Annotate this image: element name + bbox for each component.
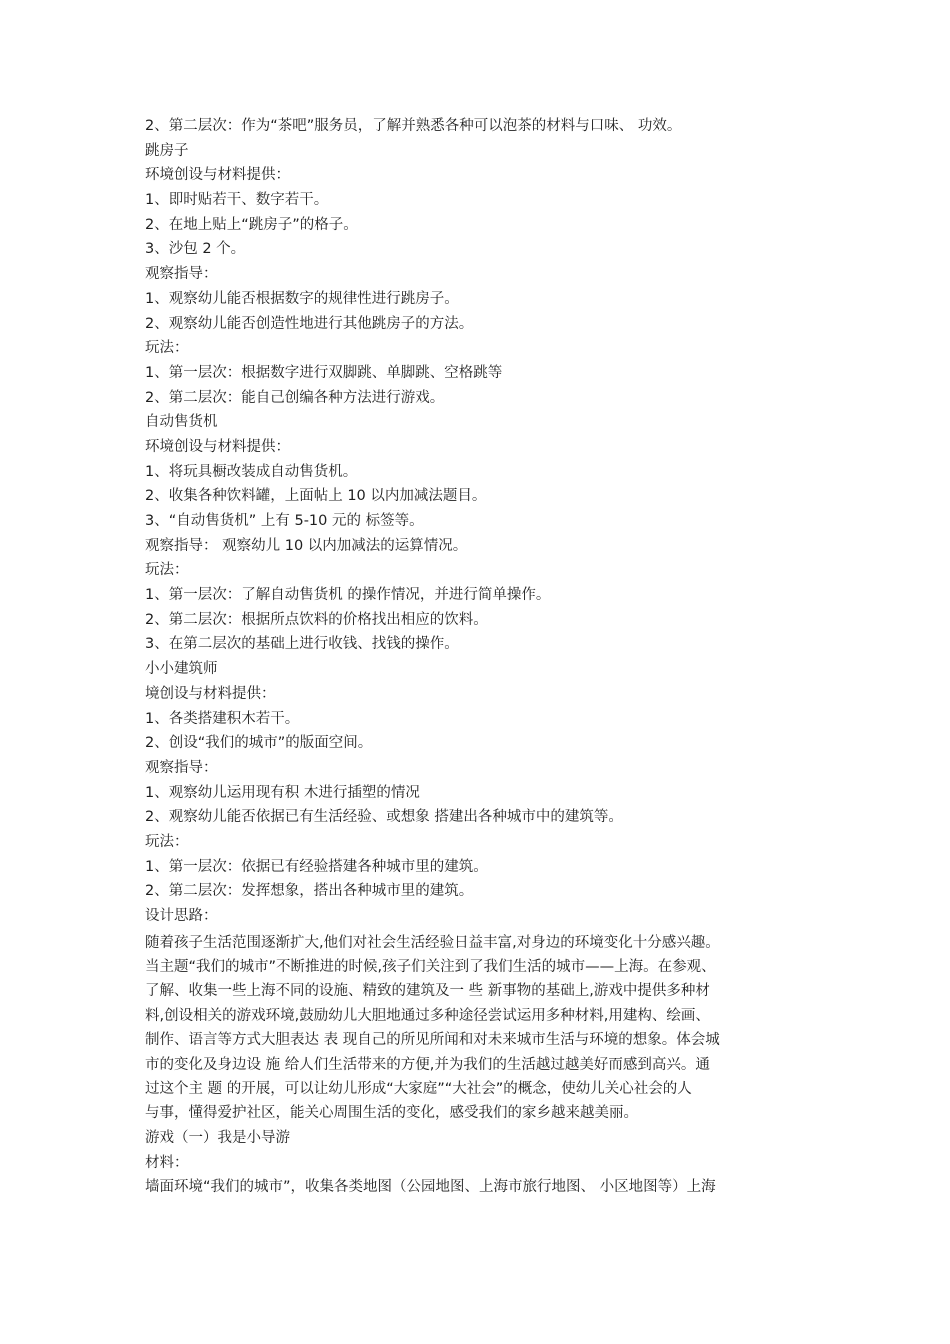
text-line: 2、创设“我们的城市”的版面空间。 (145, 735, 373, 752)
paragraph-line: 制作、语言等方式大胆表达 表 现自己的所见所闻和对未来城市生活与环境的想象。体会城 (145, 1032, 720, 1049)
document-body (145, 114, 815, 1200)
text-line: 1、第一层次：了解自动售货机 的操作情况，并进行简单操作。 (145, 587, 551, 604)
text-line: 1、各类搭建积木若干。 (145, 710, 300, 727)
text-line: 设计思路： (145, 908, 218, 924)
text-line: 2、在地上贴上“跳房子”的格子。 (145, 216, 358, 233)
text-line: 观察指导： (145, 266, 218, 283)
paragraph-line: 料,创设相关的游戏环境,鼓励幼儿大胆地通过多种途径尝试运用多种材料,用建构、绘画、 (145, 1007, 710, 1024)
text-line: 3、“自动售货机” 上有 5-10 元的 标签等。 (145, 513, 424, 529)
paragraph-line: 随着孩子生活范围逐渐扩大,他们对社会生活经验日益丰富,对身边的环境变化十分感兴趣。 (145, 934, 720, 951)
text-line: 观察指导： (145, 759, 218, 776)
paragraph-line: 过这个主 题 的开展，可以让幼儿形成“大家庭”“大社会”的概念，使幼儿关心社会的人 (145, 1081, 692, 1098)
paragraph-line: 当主题“我们的城市”不断推进的时候,孩子们关注到了我们生活的城市——上海。在参观、 (145, 959, 716, 976)
text-line: 1、观察幼儿能否根据数字的规律性进行跳房子。 (145, 290, 459, 307)
text-line: 玩法： (145, 562, 189, 579)
text-line: 境创设与材料提供： (145, 685, 276, 702)
section-heading: 小小建筑师 (145, 661, 218, 678)
text-line: 环境创设与材料提供： (145, 167, 290, 184)
text-line: 墙面环境“我们的城市”，收集各类地图（公园地图、上海市旅行地图、 小区地图等）上海 (145, 1179, 716, 1196)
document-lines (145, 114, 815, 929)
text-line: 2、观察幼儿能否依据已有生活经验、或想象 搭建出各种城市中的建筑等。 (145, 809, 623, 826)
text-line: 2、第二层次：根据所点饮料的价格找出相应的饮料。 (145, 611, 488, 628)
text-line: 2、第二层次：能自己创编各种方法进行游戏。 (145, 389, 445, 406)
text-line: 1、观察幼儿运用现有积 木进行插塑的情况 (145, 784, 420, 801)
section-heading: 跳房子 (145, 142, 189, 159)
text-line: 玩法： (145, 833, 189, 850)
text-line: 1、第一层次：根据数字进行双脚跳、单脚跳、空格跳等 (145, 364, 503, 381)
text-line: 玩法： (145, 340, 189, 357)
text-line: 材料： (145, 1154, 189, 1171)
paragraph-line: 与事，懂得爱护社区，能关心周围生活的变化，感受我们的家乡越来越美丽。 (145, 1105, 638, 1122)
text-line: 2、收集各种饮料罐，上面帖上 10 以内加减法题目。 (145, 488, 487, 505)
text-line: 2、第二层次：发挥想象，搭出各种城市里的建筑。 (145, 883, 474, 900)
design-rationale-paragraph (145, 931, 815, 1126)
section-heading: 游戏（一）我是小导游 (145, 1129, 290, 1146)
section-heading: 自动售货机 (145, 414, 218, 431)
text-line: 3、在第二层次的基础上进行收钱、找钱的操作。 (145, 636, 459, 653)
text-line: 1、即时贴若干、数字若干。 (145, 192, 329, 209)
text-line: 2、观察幼儿能否创造性地进行其他跳房子的方法。 (145, 315, 474, 332)
text-line: 1、将玩具橱改装成自动售货机。 (145, 463, 358, 480)
after-lines (145, 1126, 815, 1200)
text-line: 2、第二层次：作为“茶吧”服务员，了解并熟悉各种可以泡茶的材料与口味、 功效。 (145, 118, 682, 134)
text-line: 环境创设与材料提供： (145, 438, 290, 455)
paragraph-line: 了解、收集一些上海不同的设施、精致的建筑及一 些 新事物的基础上,游戏中提供多种材 (145, 983, 710, 1000)
paragraph-line: 市的变化及身边设 施 给人们生活带来的方便,并为我们的生活越过越美好而感到高兴。通 (145, 1056, 710, 1073)
text-line: 3、沙包 2 个。 (145, 241, 246, 258)
text-line: 1、第一层次：依据已有经验搭建各种城市里的建筑。 (145, 858, 488, 875)
text-line: 观察指导： 观察幼儿 10 以内加减法的运算情况。 (145, 537, 468, 554)
